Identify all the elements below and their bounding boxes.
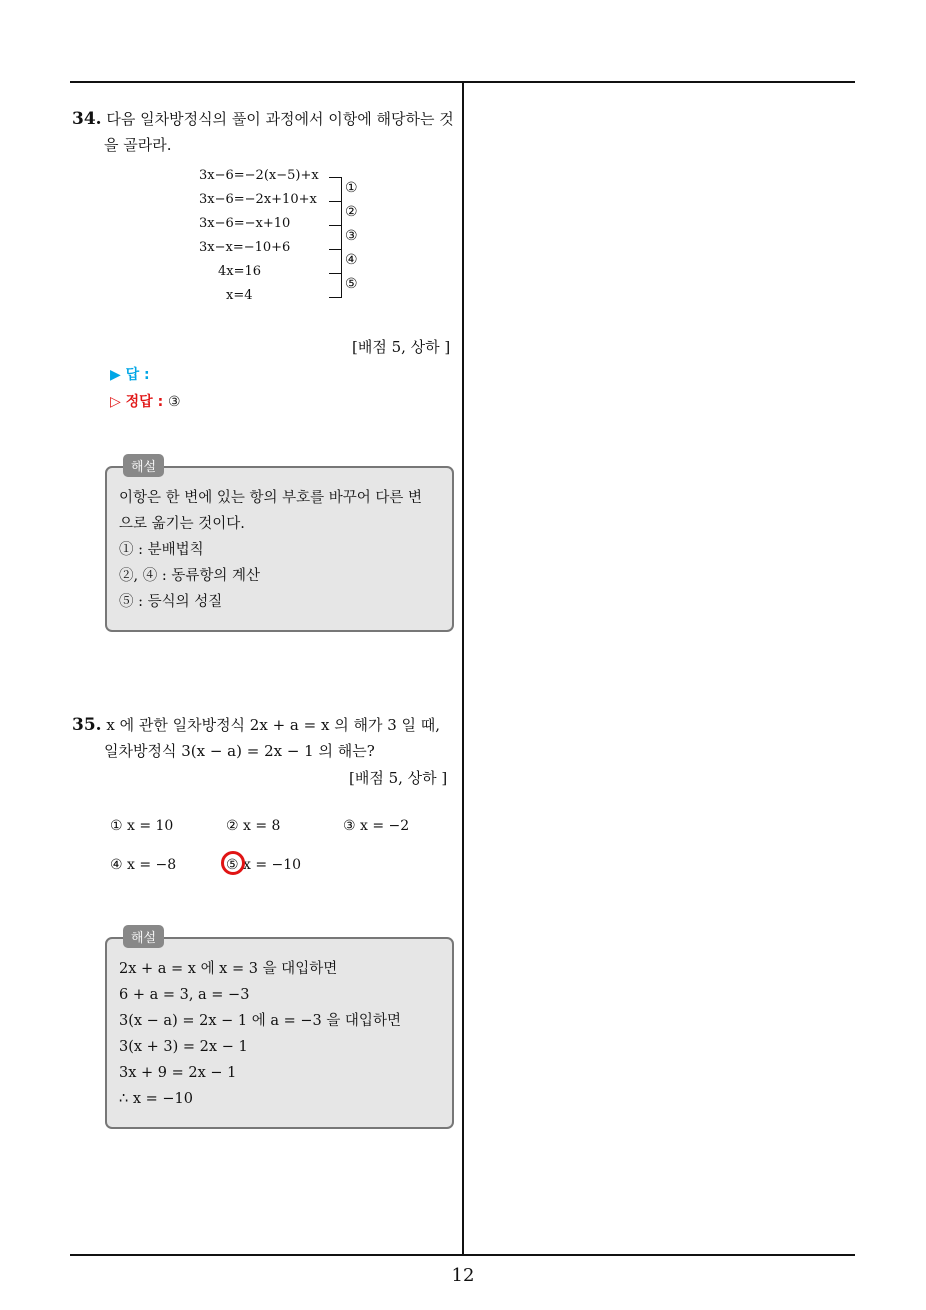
correct-label: ▷ 정답 :: [110, 394, 164, 410]
step-bracket: [329, 249, 342, 274]
step-bracket: [329, 273, 342, 298]
page-number: 12: [451, 1265, 475, 1286]
question-35: [72, 712, 462, 764]
equation-line: x=4: [226, 288, 253, 303]
choice-5[interactable]: ⑤ x = −10: [226, 857, 302, 873]
explanation-line: ∴ x = −10: [119, 1091, 193, 1107]
choice-1[interactable]: ① x = 10: [110, 818, 174, 834]
step-mark: ②: [345, 204, 358, 220]
equation-line: 4x=16: [218, 264, 262, 279]
equation-steps: [199, 168, 379, 308]
question-number: 34.: [72, 109, 102, 129]
step-mark: ④: [345, 252, 358, 268]
explanation-line: ① : 분배법칙: [119, 542, 204, 558]
question-text: x 에 관한 일차방정식 2x + a = x 의 해가 3 일 때,: [106, 716, 441, 734]
explanation-line: ②, ④ : 동류항의 계산: [119, 568, 260, 584]
question-text: 다음 일차방정식의 풀이 과정에서 이항에 해당하는 것: [106, 110, 454, 128]
explanation-line: 3(x + 3) = 2x − 1: [119, 1039, 248, 1055]
choice-3[interactable]: ③ x = −2: [343, 818, 410, 834]
choice-4[interactable]: ④ x = −8: [110, 857, 177, 873]
answer-label: ▶ 답 :: [110, 367, 150, 383]
step-bracket: [329, 177, 342, 202]
explanation-box: [105, 931, 454, 1129]
correct-answer: [110, 391, 181, 411]
explanation-box: [105, 460, 454, 632]
equation-line: 3x−6=−2x+10+x: [199, 192, 317, 207]
column-divider: [462, 82, 464, 1256]
equation-line: 3x−6=−x+10: [199, 216, 291, 231]
question-number: 35.: [72, 715, 102, 735]
explanation-line: 3x + 9 = 2x − 1: [119, 1065, 237, 1081]
step-mark: ①: [345, 180, 358, 196]
explanation-line: ⑤ : 등식의 성질: [119, 594, 223, 610]
score-label: [배점 5, 상하 ]: [349, 769, 448, 787]
step-bracket: [329, 225, 342, 250]
question-text-cont: 일차방정식 3(x − a) = 2x − 1 의 해는?: [104, 742, 375, 760]
equation-line: 3x−6=−2(x−5)+x: [199, 168, 319, 183]
step-bracket: [329, 201, 342, 226]
score-label: [배점 5, 상하 ]: [352, 338, 451, 356]
selected-answer-mark: [221, 851, 245, 875]
explanation-line: 이항은 한 변에 있는 항의 부호를 바꾸어 다른 변: [119, 490, 423, 506]
explanation-line: 2x + a = x 에 x = 3 을 대입하면: [119, 961, 338, 977]
explanation-line: 6 + a = 3, a = −3: [119, 987, 250, 1003]
explanation-tag: 해설: [123, 925, 164, 948]
bottom-rule: [70, 1254, 855, 1256]
explanation-tag: 해설: [123, 454, 164, 477]
equation-line: 3x−x=−10+6: [199, 240, 291, 255]
choice-2[interactable]: ② x = 8: [226, 818, 281, 834]
explanation-line: 3(x − a) = 2x − 1 에 a = −3 을 대입하면: [119, 1013, 401, 1029]
explanation-line: 으로 옮기는 것이다.: [119, 516, 245, 532]
question-34: [72, 106, 462, 158]
correct-value: ③: [168, 394, 181, 410]
step-mark: ⑤: [345, 276, 358, 292]
question-text-cont: 을 골라라.: [104, 136, 172, 154]
step-mark: ③: [345, 228, 358, 244]
